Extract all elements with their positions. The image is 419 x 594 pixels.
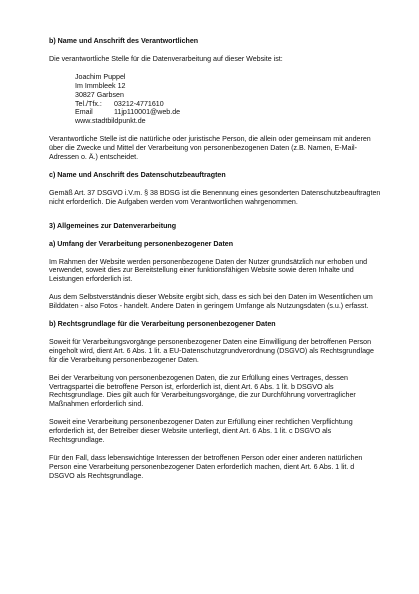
scope-paragraph-2: Aus dem Selbstverständnis dieser Website ergibt sich, dass es sich bei den Daten im Wesentlichen um Bilddaten - also Fotos - handelt. Andere Daten in geringem Umfange als Nutzungsdaten (s.u.) erfasst. [49, 293, 373, 311]
legal-basis-paragraph-2: Bei der Verarbeitung von personenbezogenen Daten, die zur Erfüllung eines Vertrages, dessen Vertragspartei die betroffene Person ist, erforderlich ist, dient Art. 6 Abs. 1 lit. b DSGVO als Rechtsgrundlage. Dies gilt auch für Verarbeitungsvorgänge, die zur Durchführung vorvertraglicher Maßnahmen erforderlich sind. [49, 373, 356, 409]
controller-address [75, 73, 381, 126]
address-website[interactable]: www.stadtbildpunkt.de [75, 117, 146, 126]
email-label: Email [75, 108, 93, 117]
phone-label: Tel./Tfx.: [75, 99, 102, 108]
legal-basis-paragraph-1: Soweit für Verarbeitungsvorgänge personenbezogener Daten eine Einwilligung der betroffenen Person eingeholt wird, dient Art. 6 Abs. 1 lit. a EU-Datenschutzgrundverordnung (DSGVO) als Rechtsgrundlage für die Verarbeitung personenbezogener Daten. [49, 337, 374, 364]
document-page [49, 37, 381, 490]
scope-paragraph-1: Im Rahmen der Website werden personenbezogene Daten der Nutzer grundsätzlich nur erhoben und verwendet, soweit dies zur Bereitstellung einer funktionsfähigen Website sowie deren Inhalte und Leistungen erforderlich ist. [49, 257, 368, 284]
controller-definition: Verantwortliche Stelle ist die natürliche oder juristische Person, die allein oder gemeinsam mit anderen über die Zwecke und Mittel der Verarbeitung von personenbezogenen Daten (z.B. Namen, E-Mail-Adressen o. Ä.) entscheidet. [49, 135, 371, 162]
address-name: Joachim Puppel [75, 72, 126, 81]
address-street: Im Immbleek 12 [75, 81, 126, 90]
heading-scope: a) Umfang der Verarbeitung personenbezogener Daten [49, 239, 234, 248]
address-city: 30827 Garbsen [75, 90, 124, 99]
legal-basis-paragraph-3: Soweit eine Verarbeitung personenbezogener Daten zur Erfüllung einer rechtlichen Verpflichtung erforderlich ist, der Betreiber dieser Website unterliegt, dient Art. 6 Abs. 1 lit. c DSGVO als Rechtsgrundlage. [49, 418, 353, 445]
address-phone [75, 100, 381, 109]
heading-legal-basis: b) Rechtsgrundlage für die Verarbeitung personenbezogener Daten [49, 320, 276, 329]
address-email [75, 108, 381, 117]
legal-basis-paragraph-4: Für den Fall, dass lebenswichtige Interessen der betroffenen Person oder einer anderen natürlichen Person eine Verarbeitung personenbezogener Daten erforderlich machen, dient Art. 6 Abs. 1 lit. d DSGVO als Rechtsgrundlage. [49, 454, 363, 480]
dpo-text: Gemäß Art. 37 DSGVO i.V.m. § 38 BDSG ist die Benennung eines gesonderten Datenschutzbeauftragten nicht erforderlich. Die Aufgaben werden vom Verantwortlichen wahrgenommen. [49, 188, 381, 206]
heading-dpo: c) Name und Anschrift des Datenschutzbeauftragten [49, 170, 226, 179]
heading-general-processing: 3) Allgemeines zur Datenverarbeitung [49, 221, 177, 230]
phone-value: 03212-4771610 [113, 99, 164, 108]
email-value[interactable]: 11jp110001@web.de [113, 108, 181, 117]
heading-controller: b) Name und Anschrift des Verantwortlichen [49, 37, 199, 45]
controller-intro: Die verantwortliche Stelle für die Datenverarbeitung auf dieser Website ist: [49, 54, 283, 63]
